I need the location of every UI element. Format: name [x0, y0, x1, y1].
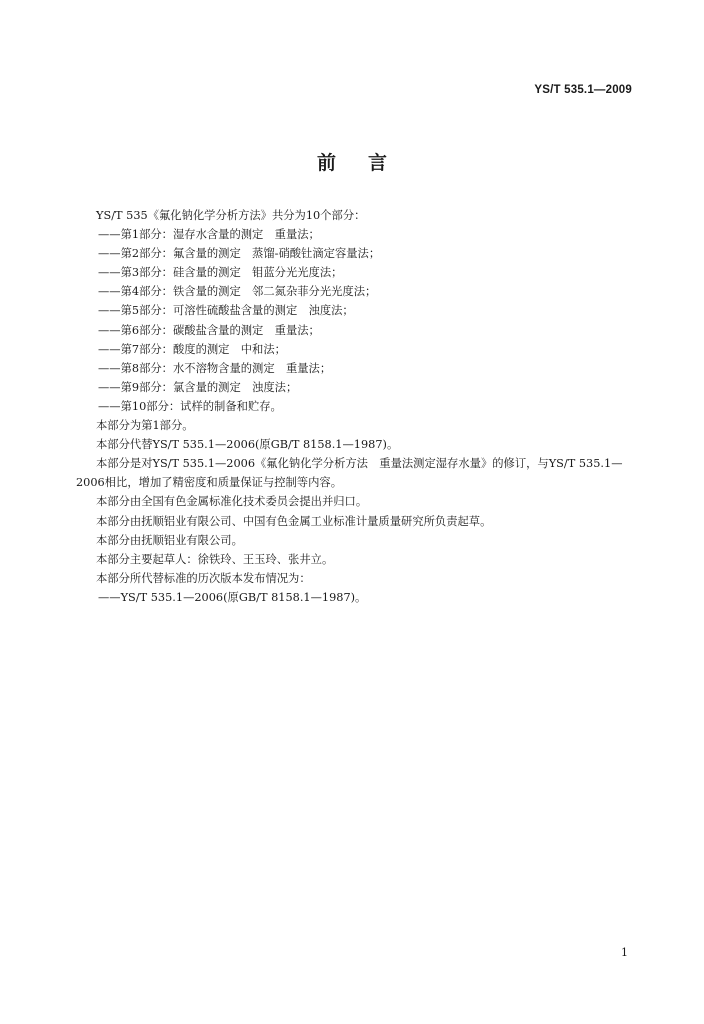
page-title: 前言 — [316, 152, 419, 174]
list-item: ——第5部分：可溶性硫酸盐含量的测定 浊度法； — [98, 304, 354, 318]
list-item: ——第3部分：硅含量的测定 钼蓝分光光度法； — [98, 266, 343, 280]
paragraph: 本部分为第1部分。 — [96, 419, 194, 433]
paragraph: 本部分主要起草人：徐铁玲、王玉玲、张井立。 — [96, 552, 334, 566]
paragraph: 本部分所代替标准的历次版本发布情况为： — [96, 571, 311, 585]
list-item: ——第8部分：水不溶物含量的测定 重量法； — [98, 361, 332, 375]
list-item: ——第6部分：碳酸盐含量的测定 重量法； — [98, 323, 320, 337]
parts-list — [76, 225, 638, 416]
list-item: ——第9部分：氯含量的测定 浊度法； — [98, 380, 298, 394]
paragraph: 本部分代替YS/T 535.1—2006(原GB/T 8158.1—1987)。 — [96, 438, 399, 452]
intro-paragraph: YS/T 535《氟化钠化学分析方法》共分为10个部分： — [96, 209, 366, 222]
document-body — [76, 206, 638, 607]
list-item: ——第10部分：试样的制备和贮存。 — [98, 399, 282, 413]
list-item: ——第2部分：氟含量的测定 蒸馏-硝酸钍滴定容量法； — [98, 247, 381, 261]
list-item: ——第1部分：湿存水含量的测定 重量法； — [98, 228, 320, 242]
list-item: ——第7部分：酸度的测定 中和法； — [98, 342, 286, 356]
history-item: ——YS/T 535.1—2006(原GB/T 8158.1—1987)。 — [98, 590, 367, 604]
paragraph: 本部分由全国有色金属标准化技术委员会提出并归口。 — [96, 495, 368, 509]
standard-code: YS/T 535.1—2009 — [534, 84, 632, 96]
paragraph: 本部分由抚顺铝业有限公司、中国有色金属工业标准计量质量研究所负责起草。 — [96, 514, 492, 528]
paragraph: 本部分由抚顺铝业有限公司。 — [96, 533, 243, 547]
paragraph: 本部分是对YS/T 535.1—2006《氟化钠化学分析方法 重量法测定湿存水量》的修订，与YS/T 535.1—2006相比，增加了精密度和质量保证与控制等内容。 — [76, 457, 623, 490]
list-item: ——第4部分：铁含量的测定 邻二氮杂菲分光光度法； — [98, 285, 377, 299]
page-number: 1 — [621, 946, 628, 959]
